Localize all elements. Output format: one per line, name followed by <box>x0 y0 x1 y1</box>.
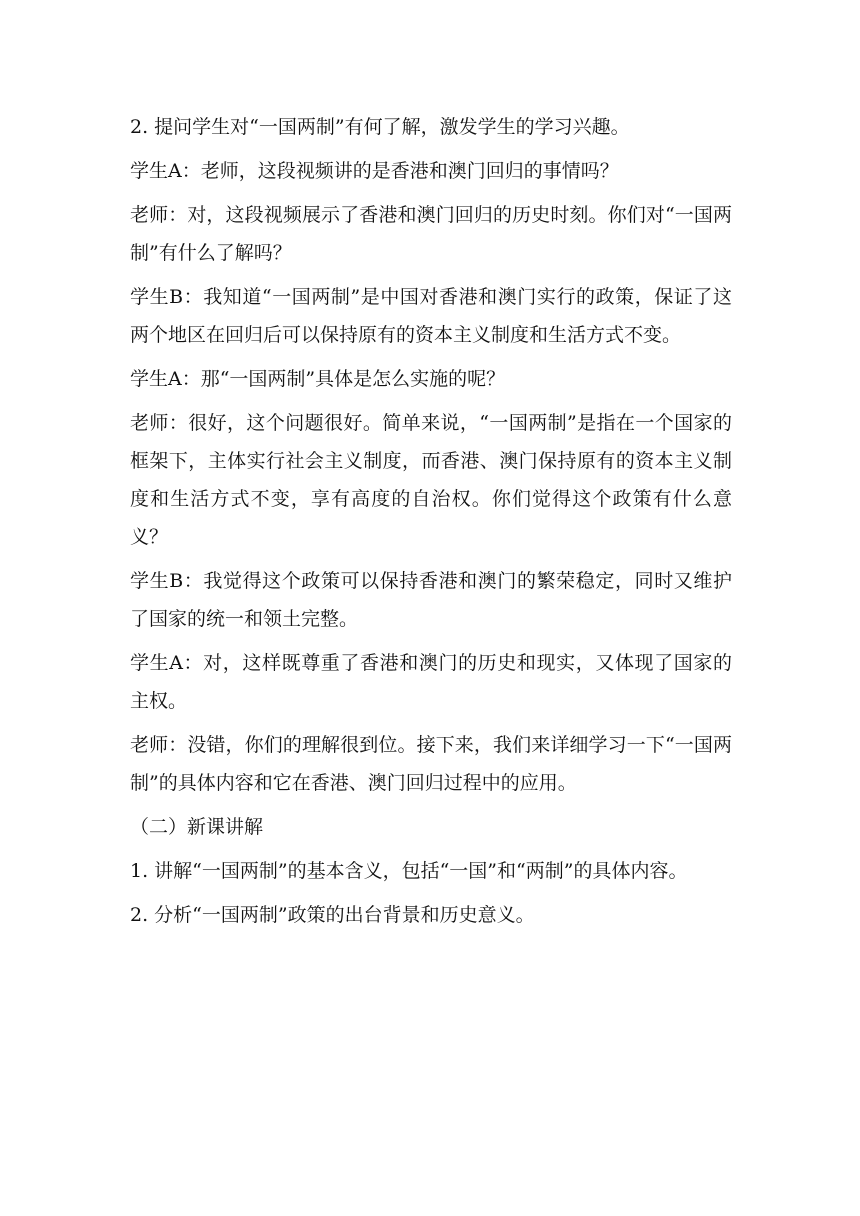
section-heading-new-lesson: （二）新课讲解 <box>130 816 264 838</box>
dialogue-teacher-3: 老师：没错，你们的理解很到位。接下来，我们来详细学习一下“一国两制”的具体内容和它在香港、澳门回归过程中的应用。 <box>130 734 732 794</box>
list-item-ask-students: 2. 提问学生对“一国两制”有何了解，激发学生的学习兴趣。 <box>130 116 630 138</box>
dialogue-teacher-2: 老师：很好，这个问题很好。简单来说，“一国两制”是指在一个国家的框架下，主体实行社会主义制度，而香港、澳门保持原有的资本主义制度和生活方式不变，享有高度的自治权。你们觉得这个政策有什么意义？ <box>130 412 732 548</box>
dialogue-student-b-2: 学生B：我觉得这个政策可以保持香港和澳门的繁荣稳定，同时又维护了国家的统一和领土完整。 <box>130 570 732 630</box>
list-item-explain-meaning: 1. 讲解“一国两制”的基本含义，包括“一国”和“两制”的具体内容。 <box>130 860 688 882</box>
list-item-analyze-background: 2. 分析“一国两制”政策的出台背景和历史意义。 <box>130 904 535 926</box>
dialogue-student-a-3: 学生A：对，这样既尊重了香港和澳门的历史和现实，又体现了国家的主权。 <box>130 652 732 712</box>
document-body <box>130 108 732 940</box>
dialogue-student-a-2: 学生A：那“一国两制”具体是怎么实施的呢？ <box>130 368 506 390</box>
dialogue-teacher-1: 老师：对，这段视频展示了香港和澳门回归的历史时刻。你们对“一国两制”有什么了解吗？ <box>130 204 732 264</box>
dialogue-student-a-1: 学生A：老师，这段视频讲的是香港和澳门回归的事情吗？ <box>130 160 619 182</box>
dialogue-student-b-1: 学生B：我知道“一国两制”是中国对香港和澳门实行的政策，保证了这两个地区在回归后可以保持原有的资本主义制度和生活方式不变。 <box>130 286 732 346</box>
